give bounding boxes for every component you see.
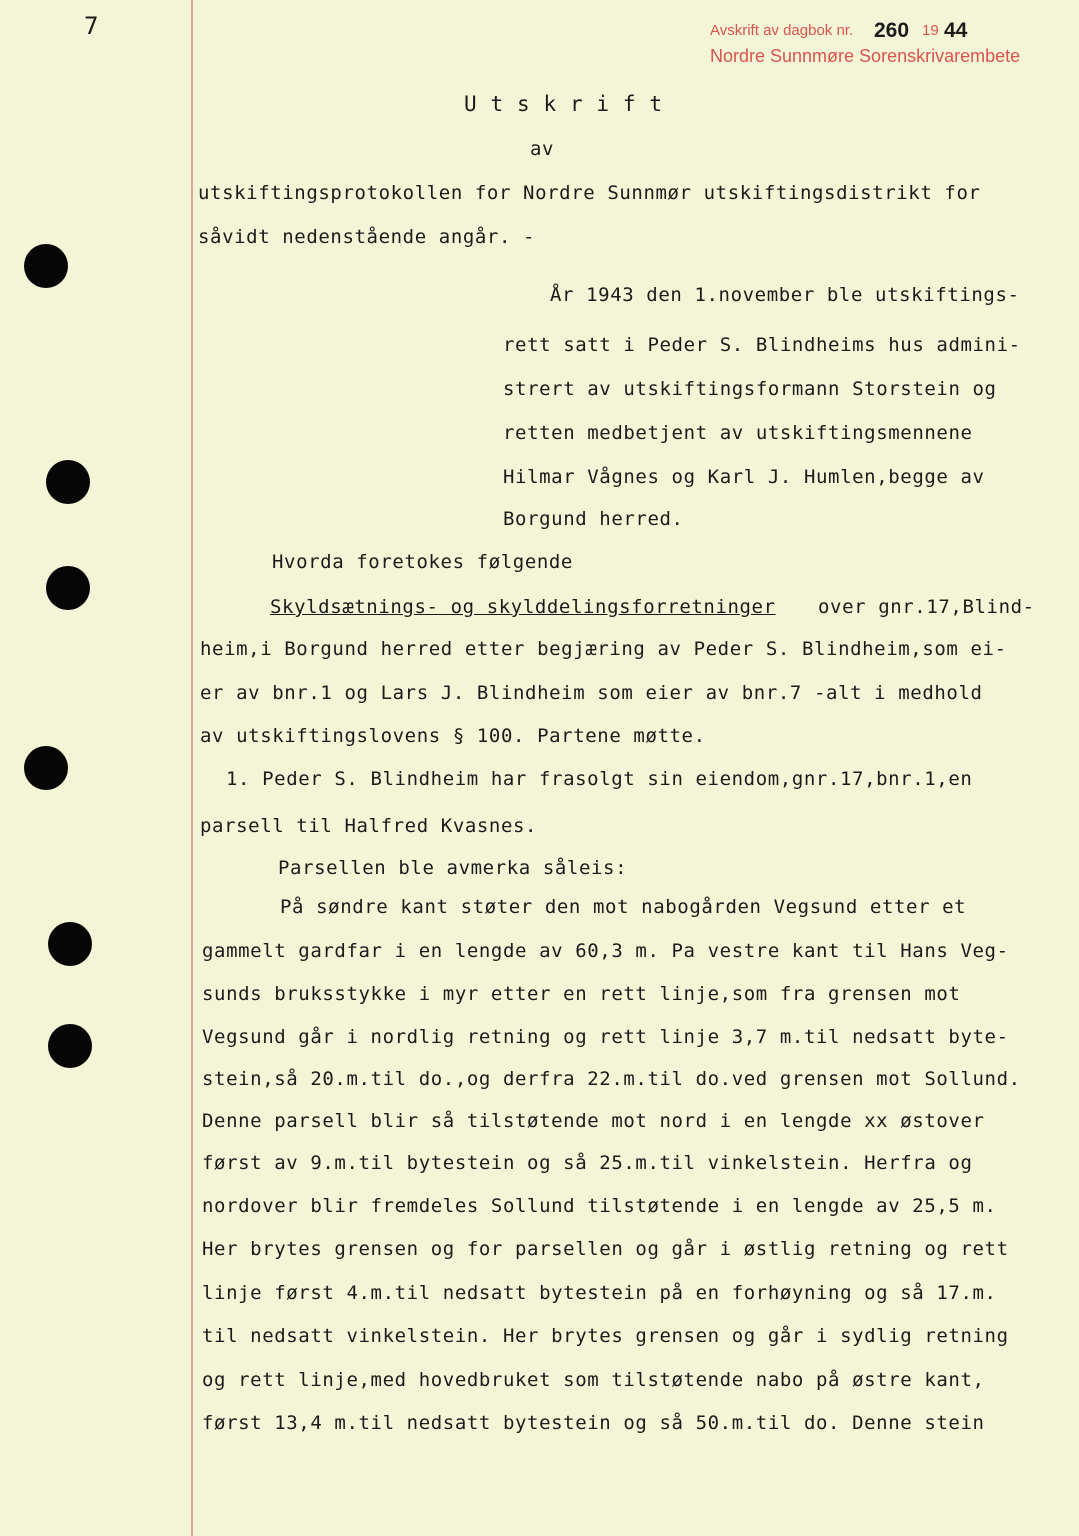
punch-hole <box>46 460 90 504</box>
punch-hole <box>48 1024 92 1068</box>
text-line: såvidt nedenstående angår. - <box>198 226 536 248</box>
text-line: parsell til Halfred Kvasnes. <box>200 815 538 837</box>
red-margin-line <box>191 0 193 1536</box>
text-line: Hilmar Vågnes og Karl J. Humlen,begge av <box>503 466 985 488</box>
stamp-line-2: Nordre Sunnmøre Sorenskrivarembete <box>710 46 1021 66</box>
document-title: U t s k r i f t <box>464 92 663 116</box>
text-line: 1. Peder S. Blindheim har frasolgt sin eiendom,gnr.17,bnr.1,en <box>226 768 973 790</box>
text-line: År 1943 den 1.november ble utskiftings- <box>550 284 1020 306</box>
punch-hole <box>24 244 68 288</box>
text-line: av utskiftingslovens § 100. Partene møtte. <box>200 725 706 747</box>
text-line: På søndre kant støter den mot nabogården Vegsund etter et <box>280 896 967 918</box>
text-line: Parsellen ble avmerka såleis: <box>278 857 628 879</box>
text-line: sunds bruksstykke i myr etter en rett linje,som fra grensen mot <box>202 983 961 1005</box>
text-line: Vegsund går i nordlig retning og rett linje 3,7 m.til nedsatt byte- <box>202 1026 1009 1048</box>
stamp-year: 44 <box>944 19 968 42</box>
punch-hole <box>48 922 92 966</box>
text-line: Her brytes grensen og for parsellen og går i østlig retning og rett <box>202 1238 1009 1260</box>
page-number: 7 <box>84 12 99 40</box>
text-line: Borgund herred. <box>503 508 684 530</box>
text-line: nordover blir fremdeles Sollund tilstøtende i en lengde av 25,5 m. <box>202 1195 997 1217</box>
text-line: heim,i Borgund herred etter begjæring av Peder S. Blindheim,som ei- <box>200 638 1007 660</box>
text-line: og rett linje,med hovedbruket som tilstøtende nabo på østre kant, <box>202 1369 985 1391</box>
stamp-line-1: Avskrift av dagbok nr. <box>710 22 854 39</box>
text-line: Hvorda foretokes følgende <box>272 551 573 573</box>
text-line: utskiftingsprotokollen for Nordre Sunnmør utskiftingsdistrikt for <box>198 182 981 204</box>
text-line: over gnr.17,Blind- <box>818 596 1035 618</box>
text-line: først 13,4 m.til nedsatt bytestein og så 50.m.til do. Denne stein <box>202 1412 985 1434</box>
text-line: linje først 4.m.til nedsatt bytestein på en forhøyning og så 17.m. <box>202 1282 997 1304</box>
punch-hole <box>46 566 90 610</box>
text-line: stein,så 20.m.til do.,og derfra 22.m.til do.ved grensen mot Sollund. <box>202 1068 1021 1090</box>
text-line: først av 9.m.til bytestein og så 25.m.til vinkelstein. Herfra og <box>202 1152 973 1174</box>
underlined-heading: Skyldsætnings- og skylddelingsforretninger <box>270 596 776 618</box>
text-line: er av bnr.1 og Lars J. Blindheim som eier av bnr.7 -alt i medhold <box>200 682 983 704</box>
text-line: Denne parsell blir så tilstøtende mot nord i en lengde xx østover <box>202 1110 985 1132</box>
text-line: retten medbetjent av utskiftingsmennene <box>503 422 973 444</box>
document-subtitle: av <box>530 138 555 160</box>
punch-hole <box>24 746 68 790</box>
stamp-year-prefix: 19 <box>922 22 939 39</box>
text-line: rett satt i Peder S. Blindheims hus admini- <box>503 334 1021 356</box>
text-line: til nedsatt vinkelstein. Her brytes grensen og går i sydlig retning <box>202 1325 1009 1347</box>
text-line: strert av utskiftingsformann Storstein og <box>503 378 997 400</box>
text-line: gammelt gardfar i en lengde av 60,3 m. Pa vestre kant til Hans Veg- <box>202 940 1009 962</box>
stamp-number: 260 <box>874 19 910 42</box>
